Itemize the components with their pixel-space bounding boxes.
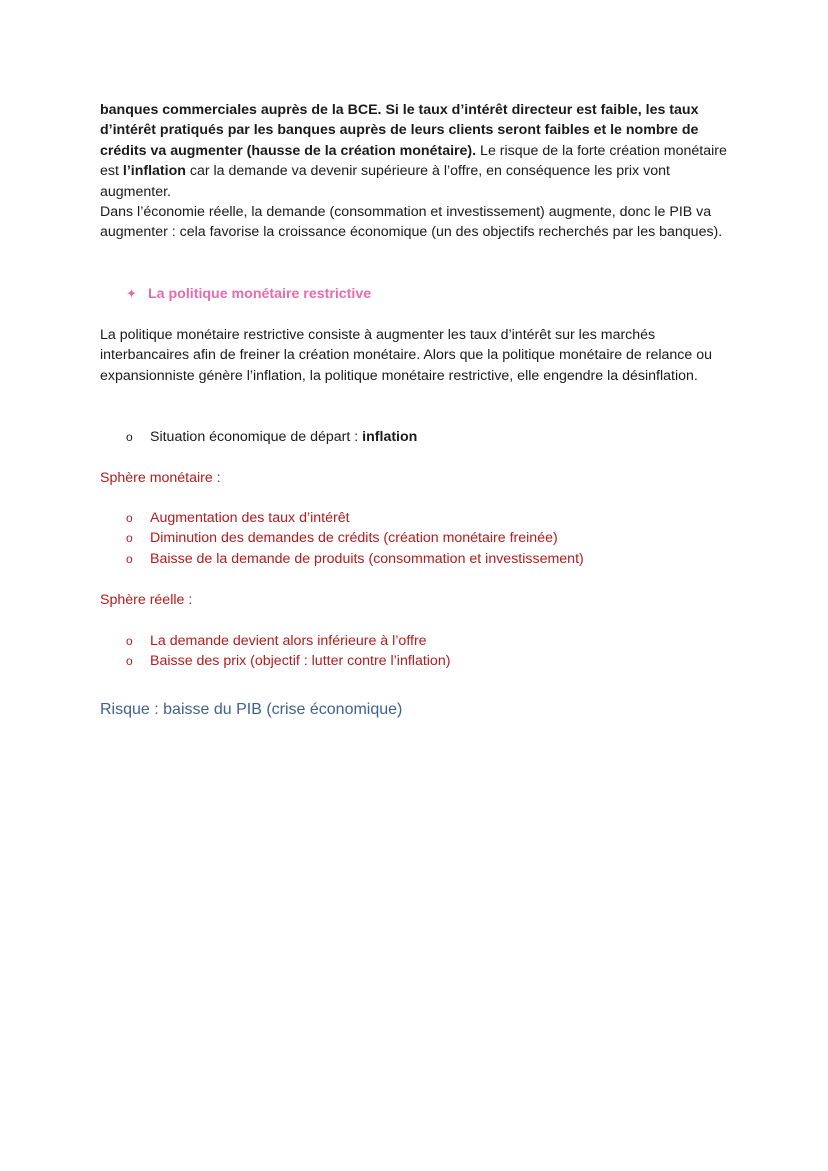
list-item-text: Baisse des prix (objectif : lutter contre l’inflation) xyxy=(150,653,451,669)
intro-paragraph xyxy=(100,100,730,243)
section-heading xyxy=(126,284,371,304)
list-item-text: Baisse de la demande de produits (consommation et investissement) xyxy=(150,551,584,567)
list-item xyxy=(126,651,450,671)
bullet-icon: o xyxy=(126,430,133,444)
list-item xyxy=(126,528,558,548)
sphere-reelle-label: Sphère réelle : xyxy=(100,592,193,608)
restrictive-paragraph: La politique monétaire restrictive consiste à augmenter les taux d’intérêt sur les marchés interbancaires afin de freiner la création monétaire. Alors que la politique monétaire de relance ou expansionniste génère l’inflation, la politique monétaire restrictive, elle engendre la désinflation. xyxy=(100,327,713,384)
bullet-icon: o xyxy=(126,654,133,668)
text: car la demande va devenir supérieure à l’offre, en conséquence les prix vont augmenter. xyxy=(100,163,670,200)
text: Le risque de la forte création monétaire est xyxy=(100,142,727,180)
list-item xyxy=(126,508,350,528)
star-icon: ✦ xyxy=(126,286,137,301)
list-item xyxy=(126,631,427,651)
bold-text: banques commerciales auprès de la BCE. xyxy=(100,102,382,118)
sphere-monetaire-label: Sphère monétaire : xyxy=(100,470,221,486)
text: Dans l’économie réelle, la demande (consommation et investissement) augmente, donc le PIB va augmenter : cela favorise la croissance économique (un des objectifs recherchés par les banques). xyxy=(100,204,723,241)
heading-text: La politique monétaire restrictive xyxy=(148,286,372,302)
bold-text: inflation xyxy=(362,429,418,445)
list-item-text: Augmentation des taux d’intérêt xyxy=(150,510,350,526)
list-item-text: Diminution des demandes de crédits (création monétaire freinée) xyxy=(150,530,558,546)
bullet-icon: o xyxy=(126,531,133,545)
bold-text: Si le taux d’intérêt directeur est faible, les taux d’intérêt pratiqués par les banques auprès de leurs clients seront faibles et le nombre de crédits va augmenter (hausse de la création monétaire). xyxy=(100,102,699,159)
list-item-situation xyxy=(126,427,417,447)
risk-line: Risque : baisse du PIB (crise économique) xyxy=(100,701,403,718)
bullet-icon: o xyxy=(126,511,133,525)
bullet-icon: o xyxy=(126,552,133,566)
text: Situation économique de départ : xyxy=(150,429,363,445)
list-item xyxy=(126,549,584,569)
bullet-icon: o xyxy=(126,634,133,648)
bold-inflation: l’inflation xyxy=(122,163,186,180)
list-item-text: La demande devient alors inférieure à l’offre xyxy=(150,633,427,649)
